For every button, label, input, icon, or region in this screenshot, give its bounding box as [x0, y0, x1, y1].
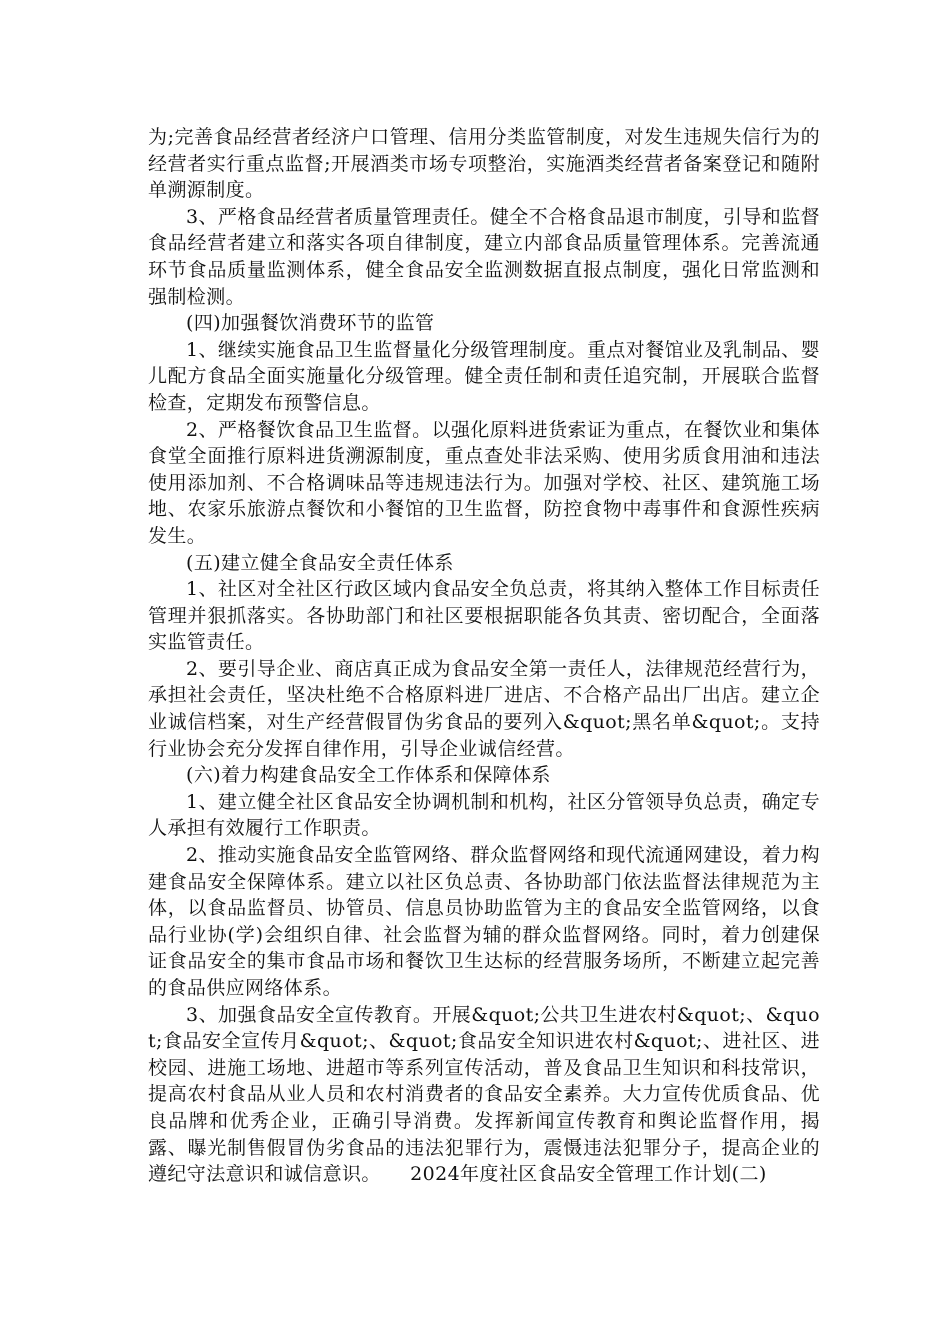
paragraph-item-1-responsibility: 1、社区对全社区行政区域内食品安全负总责，将其纳入整体工作目标责任管理并狠抓落实。各协助部门和社区要根据职能各负其责、密切配合，全面落实监管责任。 [148, 578, 820, 654]
paragraph-item-2-enterprise: 2、要引导企业、商店真正成为食品安全第一责任人，法律规范经营行为，承担社会责任，坚决杜绝不合格原料进厂进店、不合格产品出厂出店。建立企业诚信档案，对生产经营假冒伪劣食品的要列入&quot;黑名单&quot;。支持行业协会充分发挥自律作用，引导企业诚信经营。 [148, 657, 820, 760]
paragraph-item-1-hygiene: 1、继续实施食品卫生监督量化分级管理制度。重点对餐馆业及乳制品、婴儿配方食品全面实施量化分级管理。健全责任制和责任追究制，开展联合监督检查，定期发布预警信息。 [148, 338, 820, 414]
paragraph-item-2-catering: 2、严格餐饮食品卫生监督。以强化原料进货索证为重点，在餐饮业和集体食堂全面推行原料进货溯源制度，重点查处非法采购、使用劣质食用油和违法使用添加剂、不合格调味品等违规违法行为。加强对学校、社区、建筑施工场地、农家乐旅游点餐饮和小餐馆的卫生监督，防控食物中毒事件和食源性疾病发生。 [148, 418, 820, 547]
paragraph-item-3-publicity: 3、加强食品安全宣传教育。开展&quot;公共卫生进农村&quot;、&quot;食品安全宣传月&quot;、&quot;食品安全知识进农村&quot;、进社区、进校园、进施工场地、进超市等系列宣传活动，普及食品卫生知识和科技常识，提高农村食品从业人员和农村消费者的食品安全素养。大力宣传优质食品、优良品牌和优秀企业，正确引导消费。发挥新闻宣传教育和舆论监督作用，揭露、曝光制售假冒伪劣食品的违法犯罪行为，震慑违法犯罪分子，提高企业的遵纪守法意识和诚信意识。 2024年度社区食品安全管理工作计划(二) [148, 1003, 820, 1186]
paragraph-continuation: 为;完善食品经营者经济户口管理、信用分类监管制度，对发生违规失信行为的经营者实行重点监督;开展酒类市场专项整治，实施酒类经营者备案登记和随附单溯源制度。 [148, 126, 820, 202]
section-heading-4: (四)加强餐饮消费环节的监管 [186, 312, 435, 335]
document-body [148, 124, 820, 1188]
section-heading-5: (五)建立健全食品安全责任体系 [186, 551, 454, 574]
paragraph-item-3-quality: 3、严格食品经营者质量管理责任。健全不合格食品退市制度，引导和监督食品经营者建立和落实各项自律制度，建立内部食品质量管理体系。完善流通环节食品质量监测体系，健全食品安全监测数据直报点制度，强化日常监测和强制检测。 [148, 205, 820, 308]
section-heading-6: (六)着力构建食品安全工作体系和保障体系 [186, 764, 551, 787]
paragraph-item-2-network: 2、推动实施食品安全监管网络、群众监督网络和现代流通网建设，着力构建食品安全保障体系。建立以社区负总责、各协助部门依法监督法律规范为主体，以食品监督员、协管员、信息员协助监管为主的食品安全监管网络，以食品行业协(学)会组织自律、社会监督为辅的群众监督网络。同时，着力创建保证食品安全的集市食品市场和餐饮卫生达标的经营服务场所，不断建立起完善的食品供应网络体系。 [148, 844, 820, 999]
paragraph-item-1-coordination: 1、建立健全社区食品安全协调机制和机构，社区分管领导负总责，确定专人承担有效履行工作职责。 [148, 790, 820, 840]
